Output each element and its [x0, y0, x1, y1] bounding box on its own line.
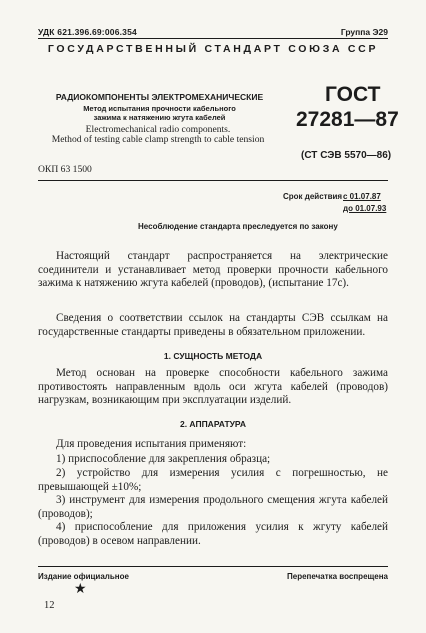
- okp-code: ОКП 63 1500: [38, 164, 92, 175]
- apparatus-item-2: 2) устройство для измерения усилия с погрешностью, не превышающей ±10%;: [38, 467, 388, 493]
- validity-label: Срок действия: [283, 192, 343, 201]
- footer-rule: [38, 566, 388, 567]
- section1-text: Метод основан на проверке способности кабельного зажима противостоять направленным вдоль оси жгута кабелей (проводов) нагрузкам, возникающим при эксплуатации изделий.: [38, 367, 388, 406]
- gost-number: 27281—87: [296, 108, 399, 131]
- title-rule: [38, 180, 388, 181]
- standard-title: РАДИОКОМПОНЕНТЫ ЭЛЕКТРОМЕХАНИЧЕСКИЕ: [55, 92, 264, 102]
- validity-from: с 01.07.87: [343, 192, 381, 201]
- group-code: Группа Э29: [340, 27, 388, 37]
- official-edition-label: Издание официальное: [38, 572, 129, 581]
- cmea-reference: (СТ СЭВ 5570—86): [301, 150, 392, 161]
- references-paragraph: Сведения о соответствии ссылок на стандарты СЭВ ссылкам на государственные стандарты приведены в обязательном приложении.: [38, 312, 388, 338]
- section1-heading: 1. СУЩНОСТЬ МЕТОДА: [163, 351, 263, 361]
- validity-to: до 01.07.93: [343, 204, 387, 213]
- intro-paragraph: Настоящий стандарт распространяется на электрические соединители и устанавливает метод проверки прочности кабельного зажима к натяжению жгута кабелей (проводов), (испытание 17с).: [38, 250, 388, 289]
- section2-heading: 2. АППАРАТУРА: [179, 419, 246, 429]
- english-title-line1: Electromechanical radio components.: [85, 124, 231, 135]
- header-rule: [38, 38, 388, 39]
- star-icon: ★: [74, 582, 87, 597]
- apparatus-item-1: 1) приспособление для закрепления образца;: [56, 453, 271, 465]
- udk-code: УДК 621.396.69:006.354: [38, 27, 137, 37]
- gost-label: ГОСТ: [325, 83, 381, 106]
- apparatus-item-4: 4) приспособление для приложения усилия к жгуту кабелей (проводов) в осевом направлении.: [38, 521, 388, 547]
- state-standard-banner: ГОСУДАРСТВЕННЫЙ СТАНДАРТ СОЮЗА ССР: [47, 43, 379, 55]
- page-number: 12: [44, 600, 55, 611]
- section2-lead: Для проведения испытания применяют:: [56, 438, 247, 450]
- standard-subtitle-line2: зажима к натяжению жгута кабелей: [93, 113, 226, 122]
- standard-subtitle-line1: Метод испытания прочности кабельного: [83, 104, 236, 113]
- apparatus-item-3: 3) инструмент для измерения продольного смещения жгута кабелей (проводов);: [38, 494, 388, 520]
- legal-notice: Несоблюдение стандарта преследуется по закону: [138, 222, 338, 231]
- english-title-line2: Method of testing cable clamp strength to cable tension: [51, 134, 265, 145]
- reprint-prohibited-label: Перепечатка воспрещена: [287, 572, 388, 581]
